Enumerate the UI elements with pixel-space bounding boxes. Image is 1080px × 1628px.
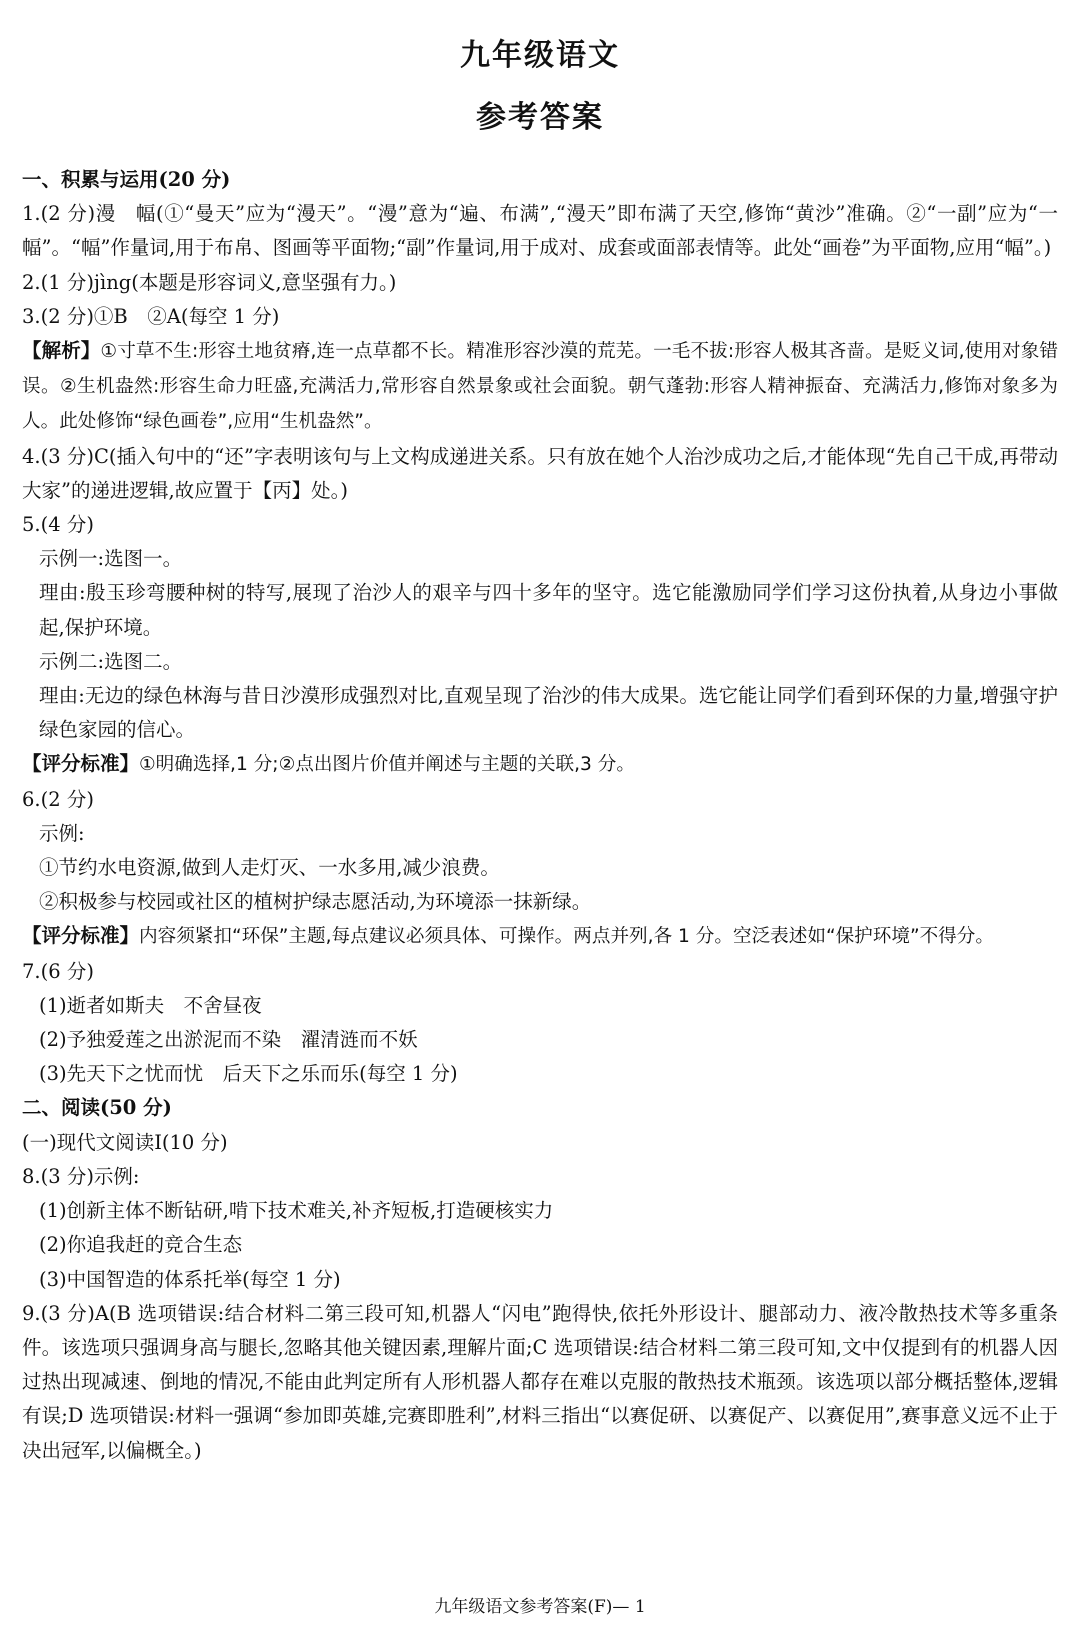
answer-q4: 4.(3 分)C(插入句中的“还”字表明该句与上文构成递进关系。只有放在她个人治沙成功之后,才能体现“先自己干成,再带动大家”的递进逻辑,故应置于【丙】处。): [22, 444, 1058, 502]
page-title: 九年级语文: [460, 38, 620, 73]
answer-q2: 2.(1 分)jìng(本题是形容词义,意坚强有力。): [22, 270, 397, 294]
answer-q3: 3.(2 分)①B ②A(每空 1 分): [22, 304, 280, 328]
answer-q6-example-label: 示例:: [39, 821, 85, 845]
answer-q5-scoring: [22, 747, 1058, 782]
answer-q5-example-1: 示例一:选图一。: [39, 547, 183, 571]
section-heading-1: 一、积累与运用(20 分): [22, 168, 231, 191]
answer-q5-reason-1: 理由:殷玉珍弯腰种树的特写,展现了治沙人的艰辛与四十多年的坚守。选它能激励同学们学习这份执着,从身边小事做起,保护环境。: [39, 581, 1058, 639]
analysis-label: 【解析】: [22, 339, 101, 363]
answer-q7-2: (2)予独爱莲之出淤泥而不染 濯清涟而不妖: [39, 1028, 418, 1052]
answer-q6-scoring: [22, 919, 1058, 954]
answer-q8-2: (2)你追我赶的竞合生态: [39, 1233, 243, 1257]
scoring-text: ①明确选择,1 分;②点出图片价值并阐述与主题的关联,3 分。: [139, 754, 635, 776]
answer-q9: 9.(3 分)A(B 选项错误:结合材料二第三段可知,机器人“闪电”跑得快,依托外形设计、腿部动力、液冷散热技术等多重条件。该选项只强调身高与腿长,忽略其他关键因素,理解片面;C 选项错误:结合材料二第三段可知,文中仅提到有的机器人因过热出现减速、倒地的情况,不能由此判定所有人形机器人都存在难以克服的散热技术瓶颈。该选项以部分概括整体,逻辑有误;D 选项错误:材料一强调“参加即英雄,完赛即胜利”,材料三指出“以赛促研、以赛促产、以赛促用”,赛事意义远不止于决出冠军,以偏概全。): [22, 1301, 1058, 1462]
answer-q5-example-2: 示例二:选图二。: [39, 649, 183, 673]
page-footer: 九年级语文参考答案(F)— 1: [434, 1597, 646, 1617]
answer-q5: 5.(4 分): [22, 513, 94, 537]
answer-q6-point-2: ②积极参与校园或社区的植树护绿志愿活动,为环境添一抹新绿。: [39, 890, 592, 914]
subsection-heading: (一)现代文阅读Ⅰ(10 分): [22, 1130, 228, 1154]
scoring-text: 内容须紧扣“环保”主题,每点建议必须具体、可操作。两点并列,各 1 分。空泛表述如“保护环境”不得分。: [139, 926, 994, 948]
answer-q5-reason-2: 理由:无边的绿色林海与昔日沙漠形成强烈对比,直观呈现了治沙的伟大成果。选它能让同学们看到环保的力量,增强守护绿色家园的信心。: [39, 684, 1058, 742]
scoring-label: 【评分标准】: [22, 752, 140, 776]
answer-q8: 8.(3 分)示例:: [22, 1164, 140, 1188]
answer-q3-analysis: [22, 334, 1058, 440]
answer-q7: 7.(6 分): [22, 959, 94, 983]
section-heading-2: 二、阅读(50 分): [22, 1096, 172, 1120]
answer-content: [22, 163, 1058, 1468]
answer-q6-point-1: ①节约水电资源,做到人走灯灭、一水多用,减少浪费。: [39, 856, 500, 880]
analysis-text: ①寸草不生:形容土地贫瘠,连一点草都不长。精准形容沙漠的荒芜。一毛不拔:形容人极其吝啬。是贬义词,使用对象错误。②生机盎然:形容生命力旺盛,充满活力,常形容自然景象或社会面貌。朝气蓬勃:形容人精神振奋、充满活力,修饰对象多为人。此处修饰“绿色画卷”,应用“生机盎然”。: [22, 341, 1058, 433]
answer-q6: 6.(2 分): [22, 787, 94, 811]
scoring-label: 【评分标准】: [22, 924, 140, 948]
answer-q8-1: (1)创新主体不断钻研,啃下技术难关,补齐短板,打造硬核实力: [39, 1199, 554, 1223]
answer-q8-3: (3)中国智造的体系托举(每空 1 分): [39, 1267, 341, 1291]
answer-q7-3: (3)先天下之忧而忧 后天下之乐而乐(每空 1 分): [39, 1062, 458, 1086]
page-subtitle: 参考答案: [476, 100, 604, 135]
answer-q7-1: (1)逝者如斯夫 不舍昼夜: [39, 993, 262, 1017]
answer-q1: 1.(2 分)漫 幅(①“曼天”应为“漫天”。“漫”意为“遍、布满”,“漫天”即布满了天空,修饰“黄沙”准确。②“一副”应为“一幅”。“幅”作量词,用于布帛、图画等平面物;“副”作量词,用于成对、成套或面部表情等。此处“画卷”为平面物,应用“幅”。): [22, 202, 1058, 260]
